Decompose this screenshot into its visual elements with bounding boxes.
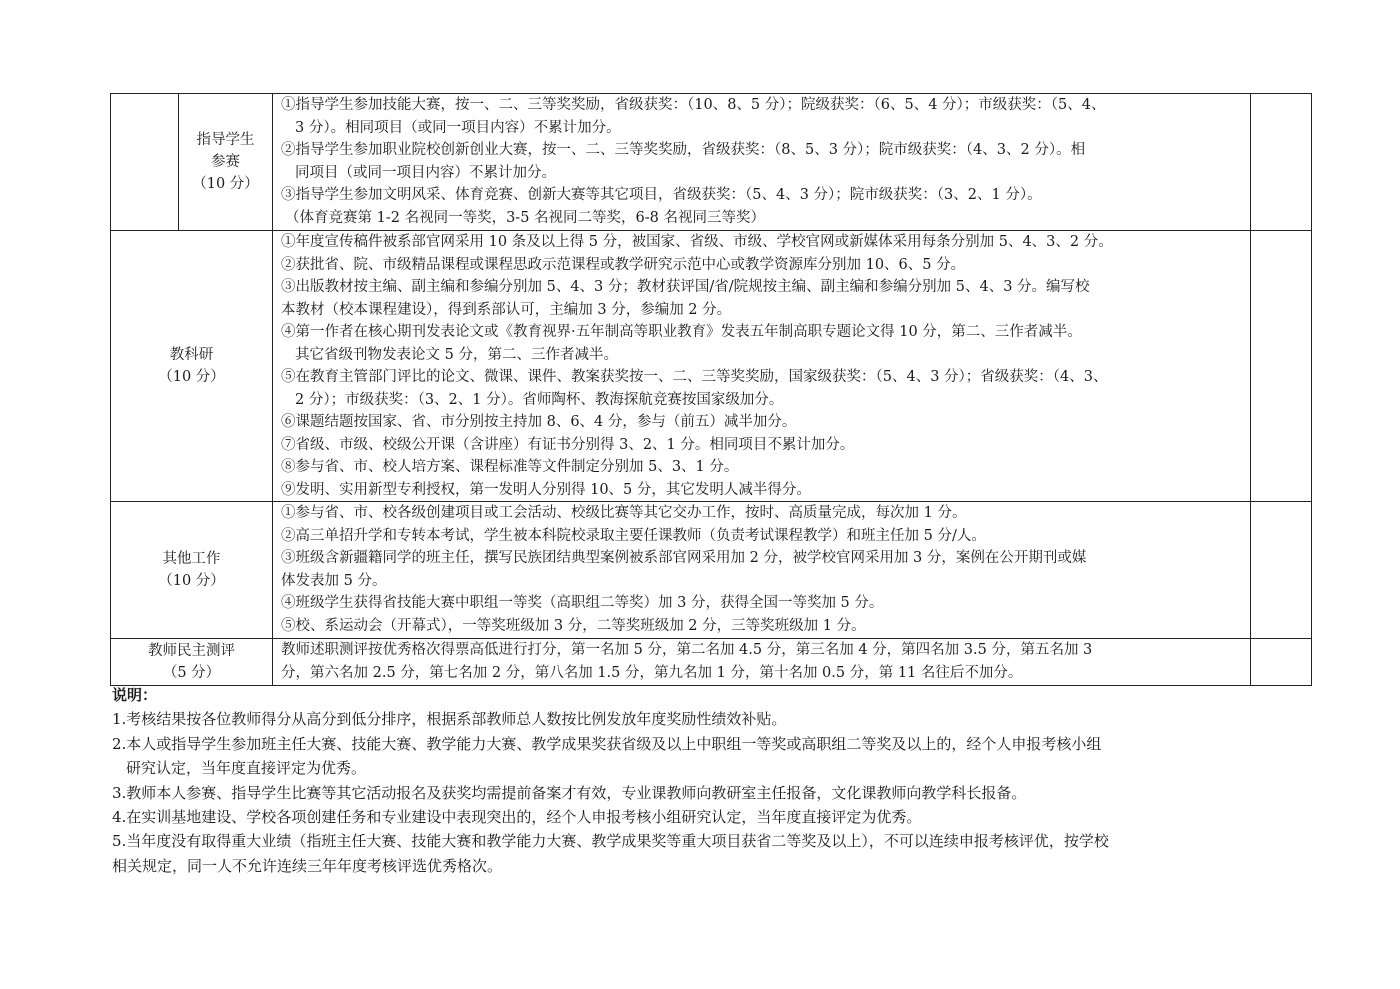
criteria-table	[110, 93, 1312, 686]
criteria-line: ①年度宣传稿件被系部官网采用 10 条及以上得 5 分，被国家、省级、市级、学校官网或新媒体采用每条分别加 5、4、3、2 分。	[281, 234, 1113, 250]
note-item-continued: 相关规定，同一人不允许连续三年年度考核评选优秀格次。	[112, 856, 503, 875]
criteria-line: ②高三单招升学和专转本考试，学生被本科院校录取主要任课教师（负责考试课程教学）和班主任加 5 分/人。	[281, 527, 986, 544]
note-item: 4.在实训基地建设、学校各项创建任务和专业建设中表现突出的，经个人申报考核小组研究认定，当年度直接评定为优秀。	[112, 808, 922, 827]
score-cell	[1251, 502, 1312, 639]
criteria-line: 本教材（校本课程建设），得到系部认可，主编加 3 分，参编加 2 分。	[281, 301, 732, 318]
criteria-line: ②获批省、院、市级精品课程或课程思政示范课程或教学研究示范中心或教学资源库分别加 10、6、5 分。	[281, 256, 966, 273]
note-item: 5.当年度没有取得重大业绩（指班主任大赛、技能大赛和教学能力大赛、教学成果奖等重大项目获省二等奖及以上），不可以连续申报考核评优，按学校	[112, 832, 1109, 851]
score-cell	[1251, 231, 1312, 502]
category-cell-empty	[111, 94, 179, 231]
criteria-line: ③指导学生参加文明风采、体育竞赛、创新大赛等其它项目，省级获奖：（5、4、3 分）；院市级获奖：（3、2、1 分）。	[281, 187, 1042, 203]
table-row	[111, 231, 1312, 502]
criteria-line: ⑨发明、实用新型专利授权，第一发明人分别得 10、5 分，其它发明人减半得分。	[281, 481, 811, 498]
criteria-line: ②指导学生参加职业院校创新创业大赛，按一、二、三等奖奖励，省级获奖：（8、5、3 分）；院市级获奖：（4、3、2 分）。相	[281, 142, 1086, 158]
note-item-continued: 研究认定，当年度直接评定为优秀。	[126, 759, 367, 778]
notes-title: 说明：	[112, 686, 158, 704]
criteria-line: 2 分）；市级获奖：（3、2、1 分）。省师陶杯、教海探航竞赛按国家级加分。	[295, 391, 784, 408]
notes-section	[112, 683, 1292, 878]
subcategory-cell	[179, 94, 273, 231]
criteria-line: ⑤校、系运动会（开幕式），一等奖班级加 3 分，二等奖班级加 2 分，三等奖班级加 1 分。	[281, 617, 866, 634]
category-label: 其他工作	[162, 551, 221, 567]
criteria-line: ④第一作者在核心期刊发表论文或《教育视界·五年制高等职业教育》发表五年制高职专题论文得 10 分，第二、三作者减半。	[281, 324, 1082, 340]
note-item: 1.考核结果按各位教师得分从高分到低分排序，根据系部教师总人数按比例发放年度奖励性绩效补贴。	[112, 710, 787, 729]
category-points: （10 分）	[158, 573, 225, 589]
category-cell	[111, 639, 273, 686]
criteria-line: 分，第六名加 2.5 分，第七名加 2 分，第八名加 1.5 分，第九名加 1 分，第十名加 0.5 分，第 11 名往后不加分。	[281, 664, 1023, 681]
criteria-content-cell	[273, 502, 1251, 639]
category-points: （5 分）	[162, 665, 221, 681]
criteria-line: ①指导学生参加技能大赛，按一、二、三等奖奖励，省级获奖：（10、8、5 分）；院级获奖：（6、5、4 分）；市级获奖：（5、4、	[281, 97, 1106, 113]
criteria-content-cell	[273, 94, 1251, 231]
subcategory-label: 指导学生	[196, 132, 255, 148]
category-points: （10 分）	[158, 369, 225, 385]
criteria-line: 教师述职测评按优秀格次得票高低进行打分，第一名加 5 分，第二名加 4.5 分，第三名加 4 分，第四名加 3.5 分，第五名加 3	[281, 642, 1093, 658]
criteria-line: ⑥课题结题按国家、省、市分别按主持加 8、6、4 分，参与（前五）减半加分。	[281, 414, 797, 430]
subcategory-points: （10 分）	[192, 176, 259, 192]
category-label: 教师民主测评	[148, 643, 235, 659]
criteria-line: ③出版教材按主编、副主编和参编分别加 5、4、3 分；教材获评国/省/院规按主编、副主编和参编分别加 5、4、3 分。编写校	[281, 279, 1090, 295]
category-cell	[111, 502, 273, 639]
category-cell	[111, 231, 273, 502]
subcategory-label: 参赛	[211, 154, 240, 170]
category-label: 教科研	[169, 347, 214, 363]
criteria-content-cell	[273, 231, 1251, 502]
criteria-line: ①参与省、市、校各级创建项目或工会活动、校级比赛等其它交办工作，按时、高质量完成，每次加 1 分。	[281, 505, 967, 521]
criteria-line: ④班级学生获得省技能大赛中职组一等奖（高职组二等奖）加 3 分，获得全国一等奖加 5 分。	[281, 595, 884, 611]
score-cell	[1251, 639, 1312, 686]
criteria-line: ⑦省级、市级、校级公开课（含讲座）有证书分别得 3、2、1 分。相同项目不累计加分。	[281, 436, 855, 453]
criteria-line: 同项目（或同一项目内容）不累计加分。	[295, 164, 556, 181]
note-item: 2.本人或指导学生参加班主任大赛、技能大赛、教学能力大赛、教学成果奖获省级及以上中职组一等奖或高职组二等奖及以上的，经个人申报考核小组	[112, 734, 1102, 753]
criteria-line: 体发表加 5 分。	[281, 572, 387, 589]
criteria-line: 其它省级刊物发表论文 5 分，第二、三作者减半。	[295, 346, 618, 363]
note-item: 3.教师本人参赛、指导学生比赛等其它活动报名及获奖均需提前备案才有效，专业课教师向教研室主任报备，文化课教师向教学科长报备。	[112, 783, 1027, 802]
table-row	[111, 502, 1312, 639]
criteria-line: （体育竞赛第 1-2 名视同一等奖，3-5 名视同二等奖，6-8 名视同三等奖）	[285, 209, 765, 226]
criteria-line: ⑤在教育主管部门评比的论文、微课、课件、教案获奖按一、二、三等奖奖励，国家级获奖：（5、4、3 分）；省级获奖：（4、3、	[281, 369, 1108, 385]
score-cell	[1251, 94, 1312, 231]
criteria-line: 3 分）。相同项目（或同一项目内容）不累计加分。	[295, 119, 621, 136]
table-row	[111, 94, 1312, 231]
table-row	[111, 639, 1312, 686]
criteria-line: ③班级含新疆籍同学的班主任，撰写民族团结典型案例被系部官网采用加 2 分，被学校官网采用加 3 分，案例在公开期刊或媒	[281, 550, 1087, 566]
criteria-line: ⑧参与省、市、校人培方案、课程标准等文件制定分别加 5、3、1 分。	[281, 459, 739, 475]
criteria-content-cell	[273, 639, 1251, 686]
